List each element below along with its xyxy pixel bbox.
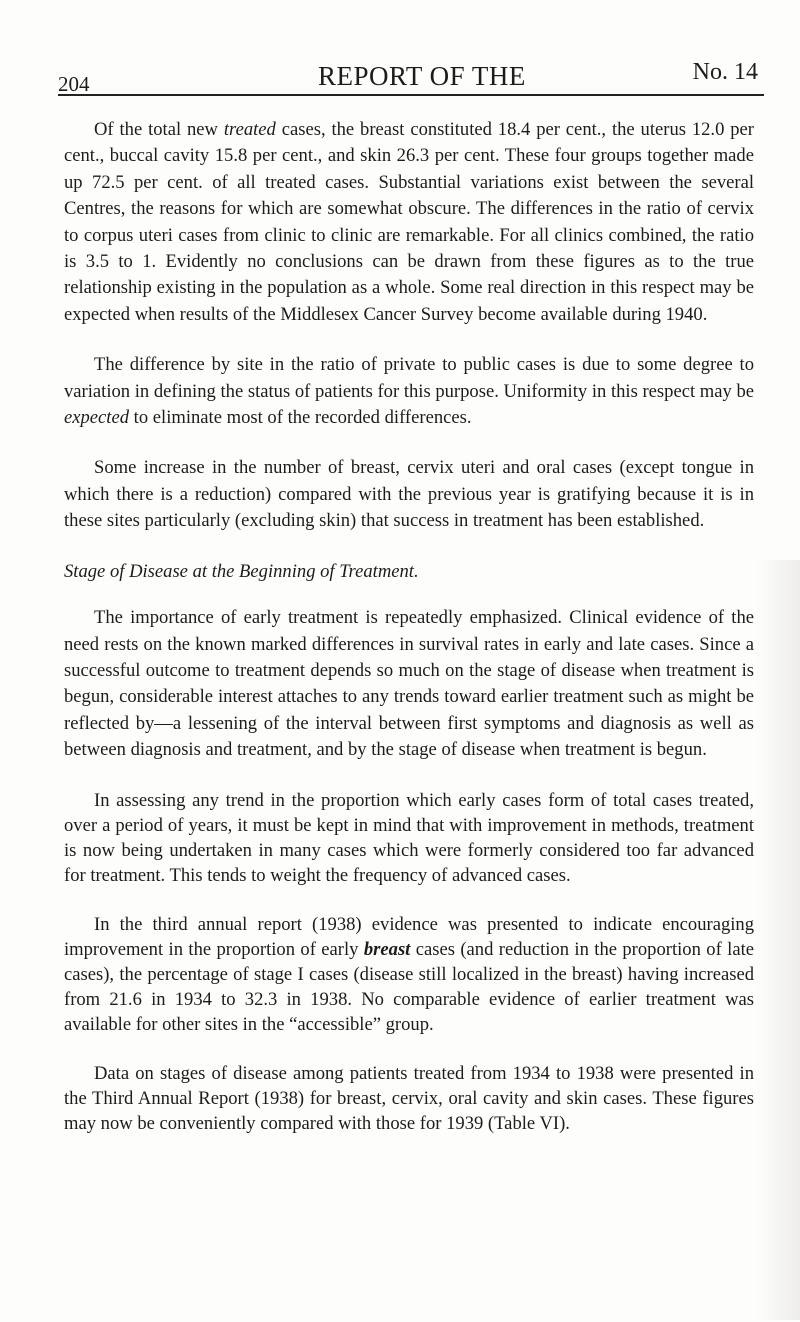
text-run: Of the total new	[94, 119, 224, 140]
header-rule	[58, 94, 764, 96]
paragraph-stage-data: Data on stages of disease among patients treated from 1934 to 1938 were presented in the Third Annual Report (1938) for breast, cervix, oral cavity and skin cases. These figures may now be conveniently compared with those for 1939 (Table VI).	[64, 1062, 754, 1134]
page-number: 204	[58, 72, 90, 96]
body-text	[64, 117, 754, 1136]
text-run: cases (and reduction in the proportion of late cases), the percentage of stage I cases (disease still localized in the breast) having increased from 21.6 in 1934 to 32.3 in 1938. No comparable evidence of earlier treatment was available for other sites in the “accessible” group.	[64, 938, 755, 1035]
issue-number: No. 14	[692, 59, 758, 85]
emphasis-expected: expected	[64, 407, 130, 429]
text-run: to eliminate most of the recorded differences.	[129, 407, 472, 429]
paragraph-assessing-trend: In assessing any trend in the proportion which early cases form of total cases treated, over a period of years, it must be kept in mind that with improvement in methods, treatment is now being undertaken in many cases which were formerly considered too far advanced for treatment. This tends to weight the frequency of advanced cases.	[64, 789, 754, 886]
section-heading: Stage of Disease at the Beginning of Treatment.	[64, 560, 419, 582]
paragraph-third-report	[64, 912, 754, 1037]
running-title: REPORT OF THE	[318, 61, 526, 91]
text-run: cases, the breast constituted 18.4 per cent., the uterus 12.0 per cent., buccal cavity 15.8 per cent., and skin 26.3 per cent. These four groups together made up 72.5 per cent. of all treated cases. Substantial variations exist between the several Centres, the reasons for which are somewhat obscure. The differences in the ratio of cervix to corpus uteri cases from clinic to clinic are remarkable. For all clinics combined, the ratio is 3.5 to 1. Evidently no conclusions can be drawn from these figures as to the true relationship existing in the population as a whole. Some real direction in this respect may be expected when results of the Middlesex Cancer Survey become available during 1940.	[64, 119, 754, 325]
text-run: The difference by site in the ratio of private to public cases is due to some degree to variation in defining the status of patients for this purpose. Uniformity in this respect may be	[64, 354, 754, 402]
page-edge-shadow	[756, 560, 800, 1320]
text-run: In the third annual report (1938) evidence was presented to indicate encouraging improvement in the proportion of early	[64, 913, 754, 960]
emphasis-breast: breast	[363, 938, 411, 960]
paragraph-increase: Some increase in the number of breast, cervix uteri and oral cases (except tongue in which there is a reduction) compared with the previous year is gratifying because it is in these sites particularly (excluding skin) that success in treatment has been established.	[64, 457, 754, 532]
paragraph-treated-cases	[64, 117, 754, 328]
page-header	[58, 56, 758, 96]
emphasis-treated: treated	[223, 119, 276, 140]
paragraph-early-treatment: The importance of early treatment is repeatedly emphasized. Clinical evidence of the need rests on the known marked differences in survival rates in early and late cases. Since a successful outcome to treatment depends so much on the stage of disease when treatment is begun, considerable interest attaches to any trends toward earlier treatment such as might be reflected by—a lessening of the interval between first symptoms and diagnosis as well as between diagnosis and treatment, and by the stage of disease when treatment is begun.	[64, 607, 754, 761]
paragraph-private-public	[64, 352, 754, 431]
